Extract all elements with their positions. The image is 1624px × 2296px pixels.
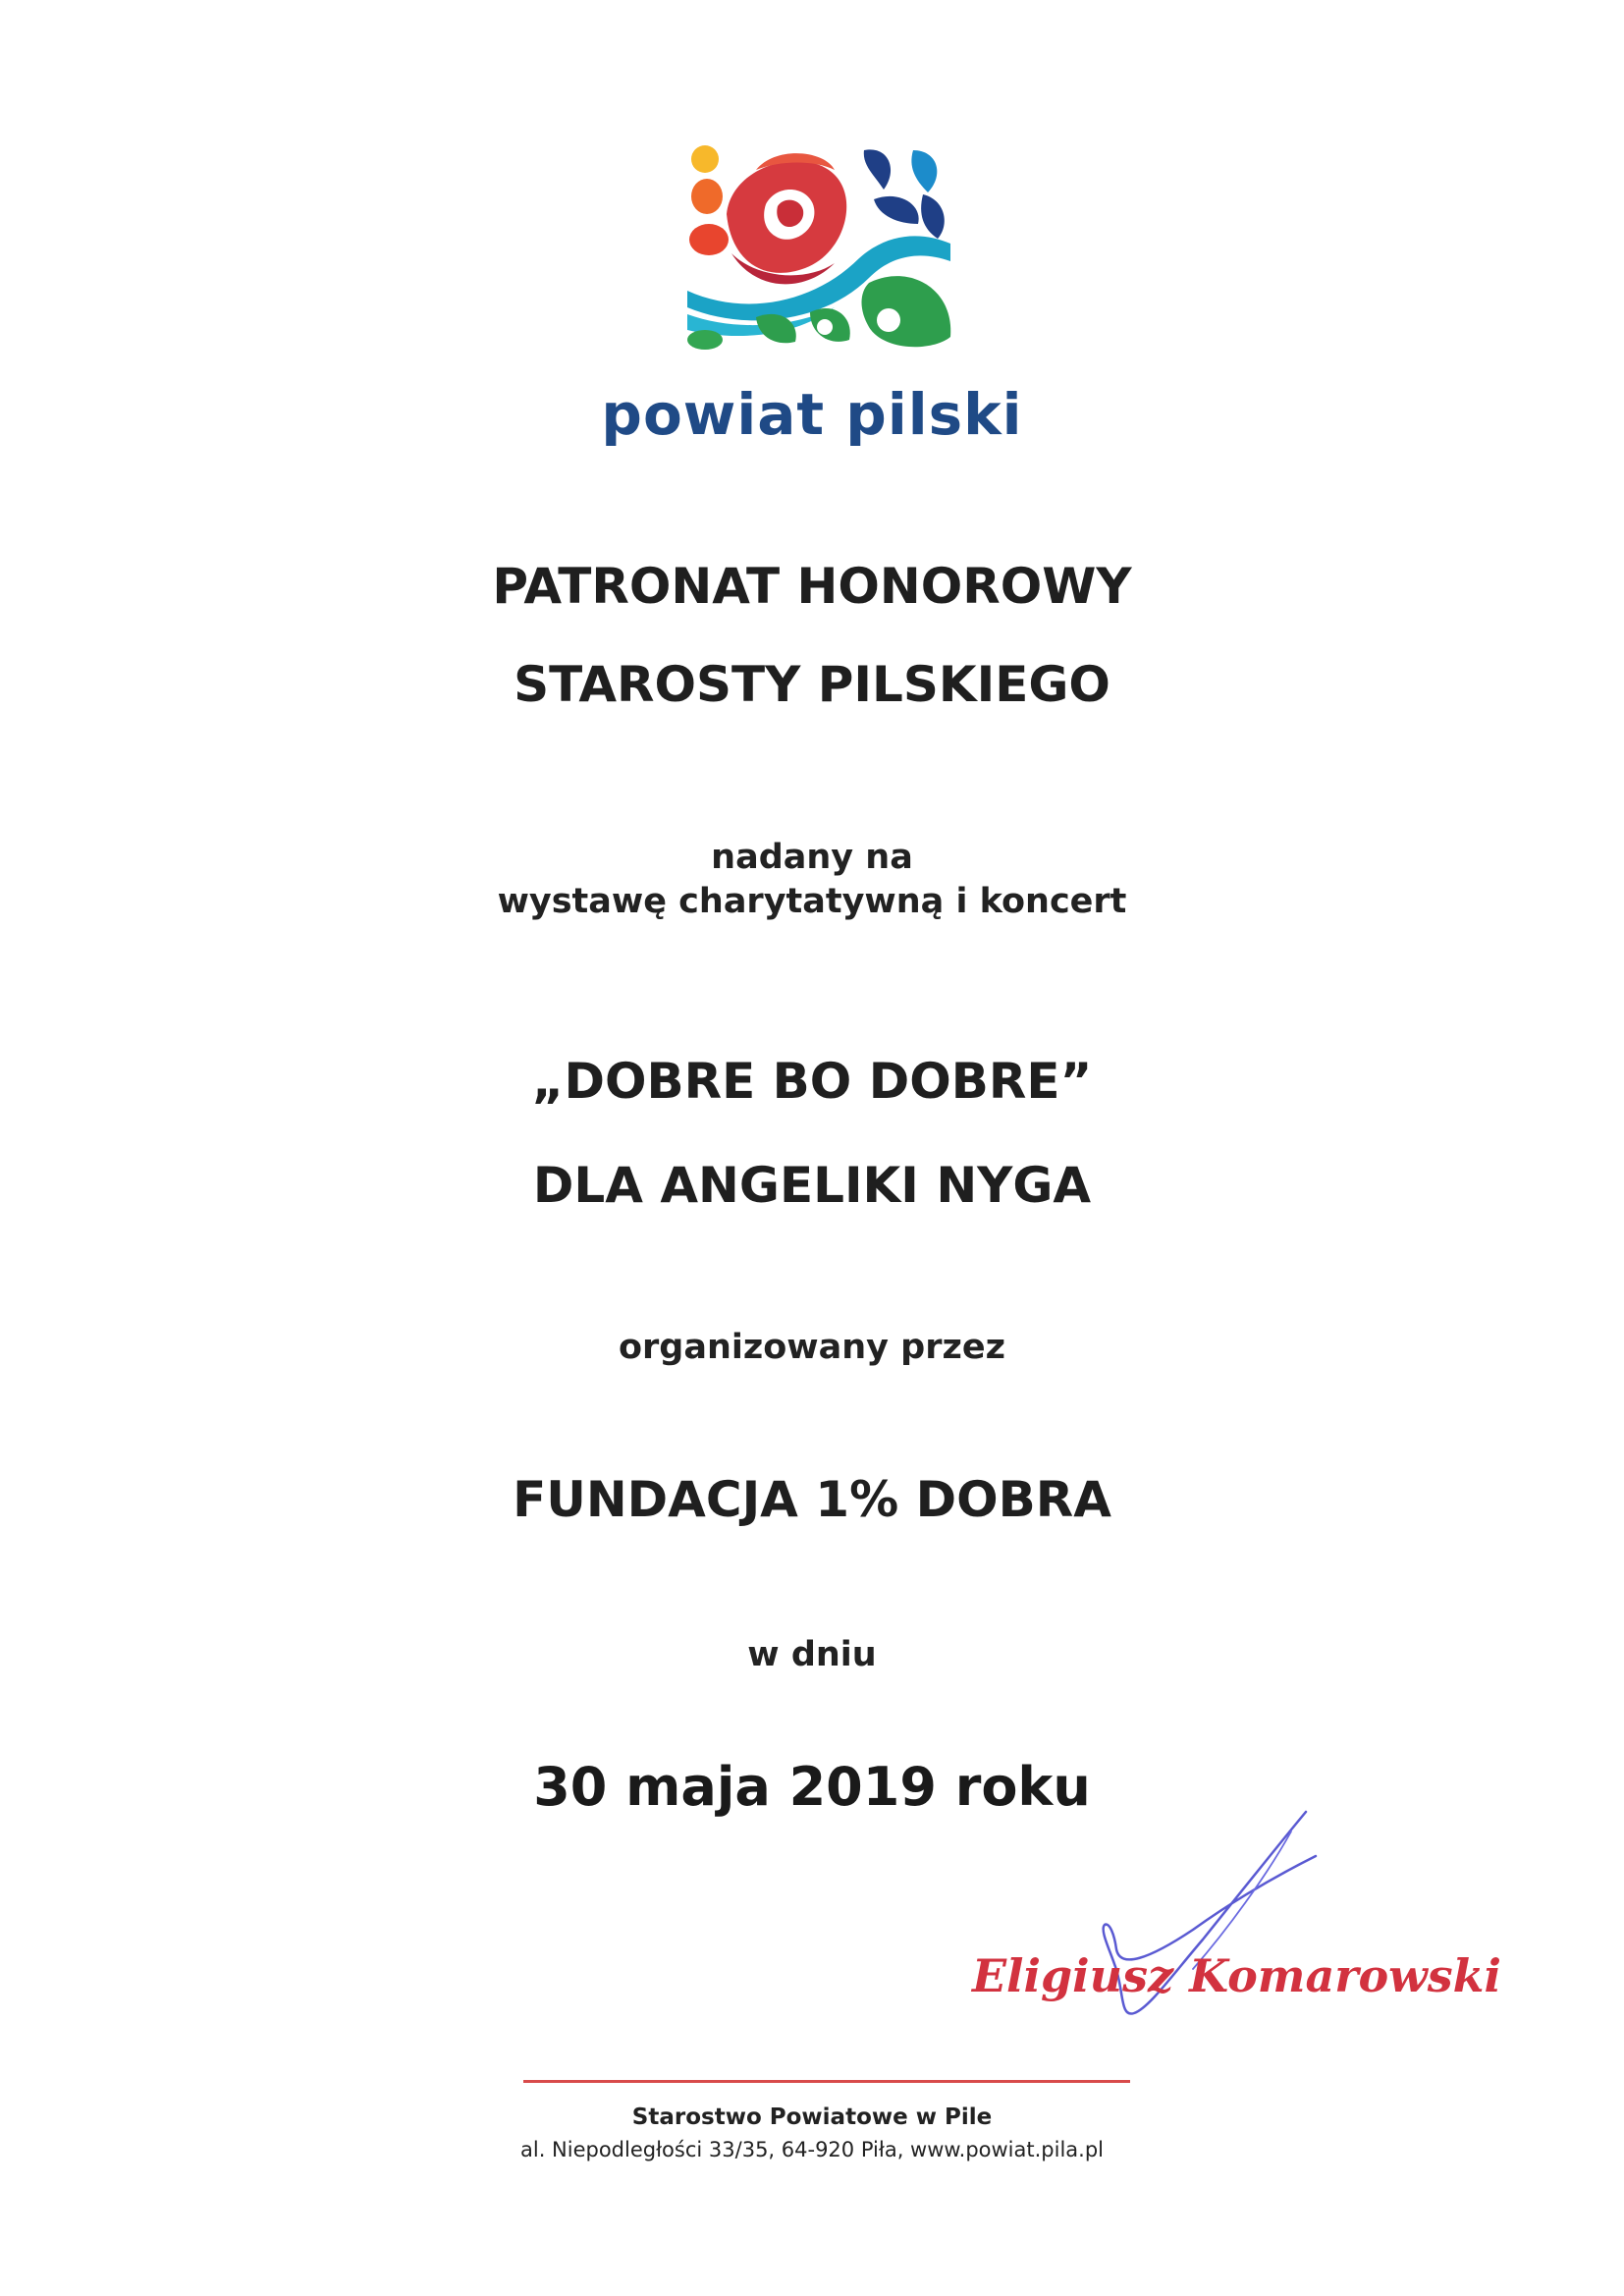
event-name-line-2: DLA ANGELIKI NYGA xyxy=(532,1157,1092,1214)
organizer-name: FUNDACJA 1% DOBRA xyxy=(513,1471,1111,1528)
handwritten-signature xyxy=(1056,1802,1330,2038)
event-date: 30 maja 2019 roku xyxy=(533,1756,1091,1818)
footer-divider xyxy=(523,2080,1130,2083)
footer-office-name: Starostwo Powiatowe w Pile xyxy=(631,2105,993,2130)
brand-name: powiat pilski xyxy=(601,381,1023,448)
title-line-2: STAROSTY PILSKIEGO xyxy=(514,656,1110,713)
granted-line-2: wystawę charytatywną i koncert xyxy=(497,882,1127,921)
date-label: w dniu xyxy=(747,1635,877,1674)
signer-name: Eligiusz Komarowski xyxy=(972,1949,1502,2002)
title-line-1: PATRONAT HONOROWY xyxy=(492,558,1132,615)
footer-address: al. Niepodległości 33/35, 64-920 Piła, www.powiat.pila.pl xyxy=(519,2138,1105,2161)
granted-line-1: nadany na xyxy=(711,838,913,877)
event-name-line-1: „DOBRE BO DOBRE” xyxy=(531,1053,1093,1110)
powiat-pilski-logo xyxy=(687,145,952,352)
organizer-label: organizowany przez xyxy=(619,1328,1005,1367)
